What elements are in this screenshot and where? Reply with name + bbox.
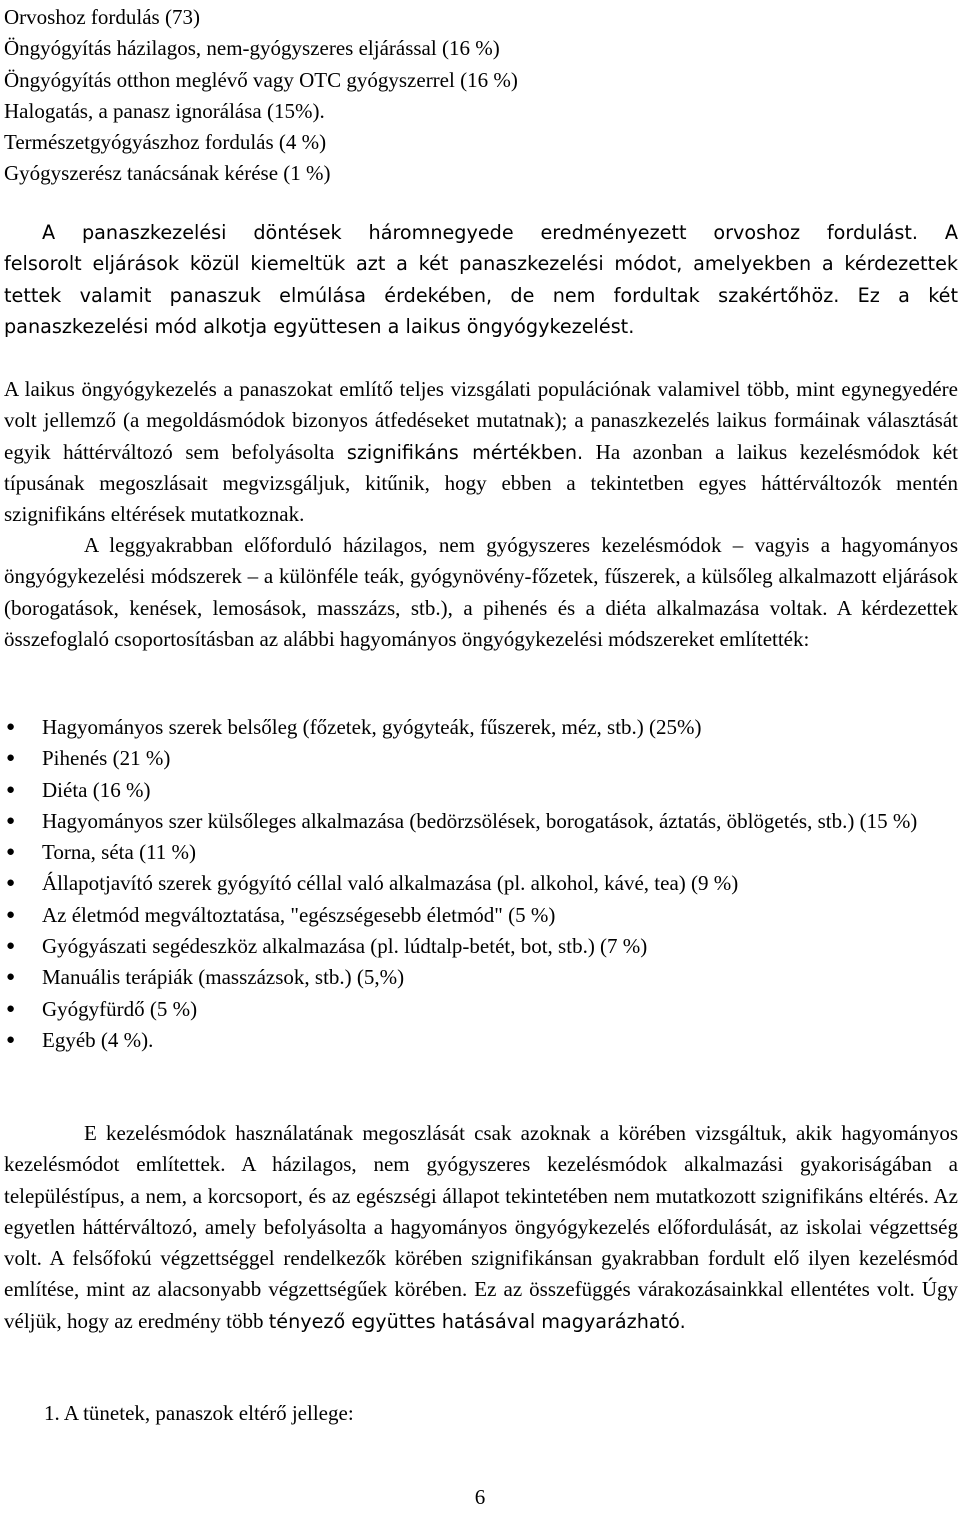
paragraph-sans-tail: szignifikáns mértékben.	[346, 440, 584, 464]
list-item-text: Hagyományos szerek belsőleg (főzetek, gyógyteák, fűszerek, méz, stb.) (25%)	[42, 715, 702, 739]
list-item-text: Gyógyfürdő (5 %)	[42, 996, 198, 1021]
bullet-icon: ●	[6, 906, 16, 923]
list-item-text: Torna, séta (11 %)	[42, 840, 197, 865]
bullet-icon: ●	[6, 844, 16, 861]
section-heading: 1. A tünetek, panaszok eltérő jellege:	[44, 1401, 354, 1425]
list-item	[4, 962, 958, 993]
bullet-icon: ●	[6, 938, 16, 955]
response-category-list	[4, 2, 954, 190]
bullet-icon: ●	[6, 750, 16, 767]
list-item-text: Pihenés (21 %)	[42, 746, 171, 771]
list-item-text: Az életmód megváltoztatása, "egészségesebb életmód" (5 %)	[42, 902, 556, 927]
bullet-icon: ●	[6, 875, 16, 892]
bullet-icon: ●	[6, 1000, 16, 1017]
list-item	[4, 868, 958, 899]
bullet-icon: ●	[6, 1031, 16, 1048]
traditional-methods-list	[4, 712, 958, 1056]
paragraph-traditional-methods: A leggyakrabban előforduló házilagos, nem gyógyszeres kezelésmódok – vagyis a hagyományos öngyógykezelési módszerek – a különféle teák, gyógynövény-főzetek, fűszerek, a külsőleg alkalmazott eljárások (borogatások, kenések, lemosások, masszázs, stb.), a pihenés és a diéta alkalmazása voltak. A kérdezettek összefoglaló csoportosításban az alábbi hagyományos öngyógykezelési módszereket említették:	[4, 533, 958, 651]
list-item-text: Diéta (16 %)	[42, 777, 151, 802]
bullet-icon: ●	[6, 781, 16, 798]
list-item-text: Gyógyászati segédeszköz alkalmazása (pl. lúdtalp-betét, bot, stb.) (7 %)	[42, 934, 648, 959]
list-item-text: Hagyományos szer külsőleges alkalmazása (bedörzsölések, borogatások, áztatás, öblögetés, stb.) (15 %)	[42, 808, 918, 833]
bullet-icon: ●	[6, 812, 16, 829]
page-number: 6	[474, 1485, 486, 1509]
list-item-text: Egyéb (4 %).	[42, 1027, 154, 1052]
bullet-icon: ●	[6, 719, 16, 735]
list-item: Öngyógyítás házilagos, nem-gyógyszeres eljárással (16 %)	[4, 36, 500, 61]
paragraph-usage-distribution	[4, 1118, 958, 1337]
list-item	[4, 994, 958, 1025]
paragraph-text: A laikus öngyógykezelés a panaszokat említő teljes vizsgálati populációnak valamivel több, mint egynegyedére volt jellemző (a megoldásmódok bizonyos átfedéseket mutatnak); a panaszkezelés laikus formáinak választását egyik háttérváltozó sem befolyásolta	[4, 377, 958, 464]
paragraph-text-continued: Ha azonban a laikus kezelésmódok két típusának megoszlásait megvizsgáljuk, kitűnik, hogy ebben a tekintetben egyes háttérváltozók mentén szignifikáns eltérések mutatkoznak.	[4, 439, 959, 527]
list-item: Orvoshoz fordulás (73)	[4, 5, 200, 29]
paragraph-text: E kezelésmódok használatának megoszlását csak azoknak a körében vizsgáltuk, akik hagyományos kezelésmódot említettek. A házilagos, nem gyógyszeres kezelésmódok alkalmazási gyakoriságában a településtípus, a nem, a korcsoport, és az egészségi állapot tekintetében nem mutatkozott szignifikáns eltérés. Az egyetlen háttérváltozó, amely befolyásolta a hagyományos öngyógykezelés előfordulását, az iskolai végzettség volt. A felsőfokú végzettséggel rendelkezők körében szignifikánsan gyakrabban fordult elő ilyen kezelésmód említése, mint az alacsonyabb végzettségűek körében. Ez az összefüggés várakozásainkkal ellentétes volt. Úgy véljük, hogy az eredmény több	[4, 1121, 958, 1333]
bullet-icon: ●	[6, 969, 16, 986]
list-item	[4, 743, 958, 774]
list-item	[4, 712, 958, 743]
list-item	[4, 837, 958, 868]
summary-first-line: A panaszkezelési döntések háromnegyede eredményezett orvoshoz fordulást. A	[42, 221, 958, 244]
list-item: Halogatás, a panasz ignorálása (15%).	[4, 98, 325, 123]
list-item	[4, 931, 958, 962]
list-item-text: Állapotjavító szerek gyógyító céllal való alkalmazása (pl. alkohol, kávé, tea) (9 %)	[42, 871, 739, 896]
list-item: Öngyógyítás otthon meglévő vagy OTC gyógyszerrel (16 %)	[4, 67, 518, 92]
list-item	[4, 1025, 958, 1056]
list-item	[4, 775, 958, 806]
paragraph-sans-tail: tényező együttes hatásával magyarázható.	[268, 1309, 686, 1333]
summary-rest: felsorolt eljárások közül kiemeltük azt a két panaszkezelési módot, amelyekben a kérdezettek tettek valamit panaszuk elmúlása érdekében, de nem fordultak szakértőhöz. Ez a két panaszkezelési mód alkotja együttesen a laikus öngyógykezelést.	[4, 252, 958, 339]
list-item	[4, 806, 958, 837]
list-item	[4, 900, 958, 931]
list-item-text: Manuális terápiák (masszázsok, stb.) (5,%)	[42, 965, 405, 990]
list-item: Természetgyógyászhoz fordulás (4 %)	[4, 130, 327, 155]
list-item: Gyógyszerész tanácsának kérése (1 %)	[4, 161, 331, 186]
paragraph-lay-self-treatment	[4, 374, 958, 530]
summary-paragraph	[4, 217, 958, 343]
